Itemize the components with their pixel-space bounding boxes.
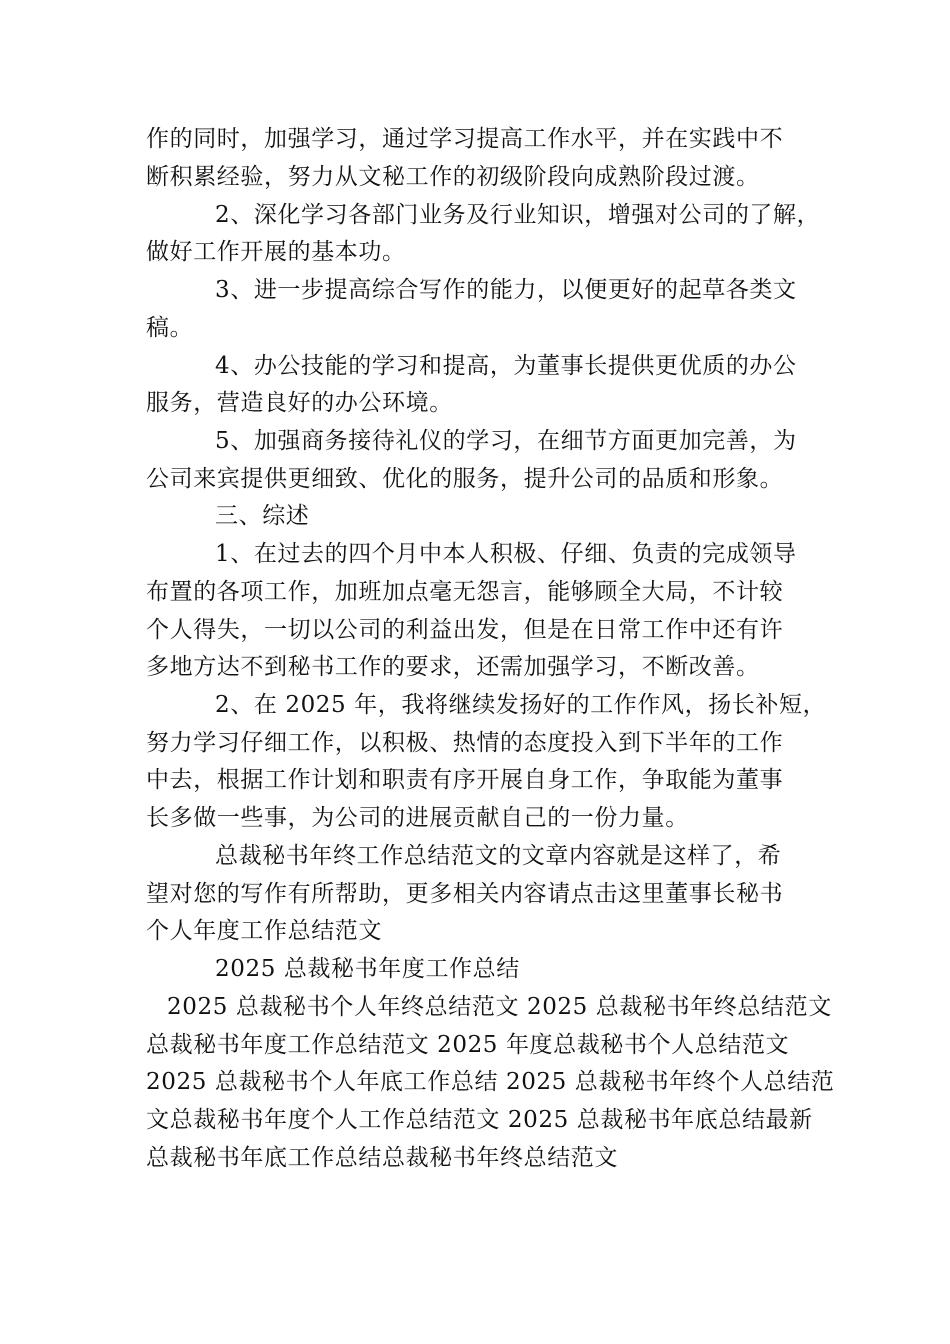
related-line: 总裁秘书年底工作总结总裁秘书年终总结范文 (146, 1145, 618, 1171)
text-line: 2、在 2025 年，我将继续发扬好的工作作风，扬长补短， (215, 692, 827, 718)
text-line: 长多做一些事，为公司的进展贡献自己的一份力量。 (146, 805, 689, 831)
text-line: 布置的各项工作，加班加点毫无怨言，能够顾全大局，不计较 (146, 579, 784, 605)
text-line: 望对您的写作有所帮助，更多相关内容请点击这里董事长秘书 (146, 881, 784, 907)
text-line: 努力学习仔细工作，以积极、热情的态度投入到下半年的工作 (146, 730, 784, 756)
related-line: 文总裁秘书年度个人工作总结范文 2025 总裁秘书年底总结最新 (146, 1107, 813, 1133)
text-line: 公司来宾提供更细致、优化的服务，提升公司的品质和形象。 (146, 466, 784, 492)
text-line: 断积累经验，努力从文秘工作的初级阶段向成熟阶段过渡。 (146, 164, 760, 190)
text-line: 总裁秘书年终工作总结范文的文章内容就是这样了，希 (215, 843, 782, 869)
text-line: 4、办公技能的学习和提高，为董事长提供更优质的办公 (215, 353, 797, 379)
text-line: 中去，根据工作计划和职责有序开展自身工作，争取能为董事 (146, 767, 784, 793)
text-line: 5、加强商务接待礼仪的学习，在细节方面更加完善，为 (215, 428, 797, 454)
text-line: 3、进一步提高综合写作的能力，以便更好的起草各类文 (215, 277, 797, 303)
text-line: 个人得失，一切以公司的利益出发，但是在日常工作中还有许 (146, 617, 784, 643)
related-line: 总裁秘书年度工作总结范文 2025 年度总裁秘书个人总结范文 (146, 1032, 790, 1058)
text-line: 1、在过去的四个月中本人积极、仔细、负责的完成领导 (215, 541, 797, 567)
text-line: 服务，营造良好的办公环境。 (146, 390, 453, 416)
text-line: 个人年度工作总结范文 (146, 918, 382, 944)
text-line: 稿。 (146, 315, 194, 341)
text-line: 作的同时，加强学习，通过学习提高工作水平，并在实践中不 (146, 126, 784, 152)
text-line: 做好工作开展的基本功。 (146, 239, 406, 265)
text-line: 多地方达不到秘书工作的要求，还需加强学习，不断改善。 (146, 654, 760, 680)
related-line: 2025 总裁秘书个人年终总结范文 2025 总裁秘书年终总结范文 (167, 994, 832, 1020)
section-heading: 三、综述 (215, 503, 310, 529)
related-line: 2025 总裁秘书个人年底工作总结 2025 总裁秘书年终个人总结范 (146, 1069, 835, 1095)
related-title: 2025 总裁秘书年度工作总结 (215, 956, 520, 982)
text-line: 2、深化学习各部门业务及行业知识，增强对公司的了解， (215, 202, 821, 228)
